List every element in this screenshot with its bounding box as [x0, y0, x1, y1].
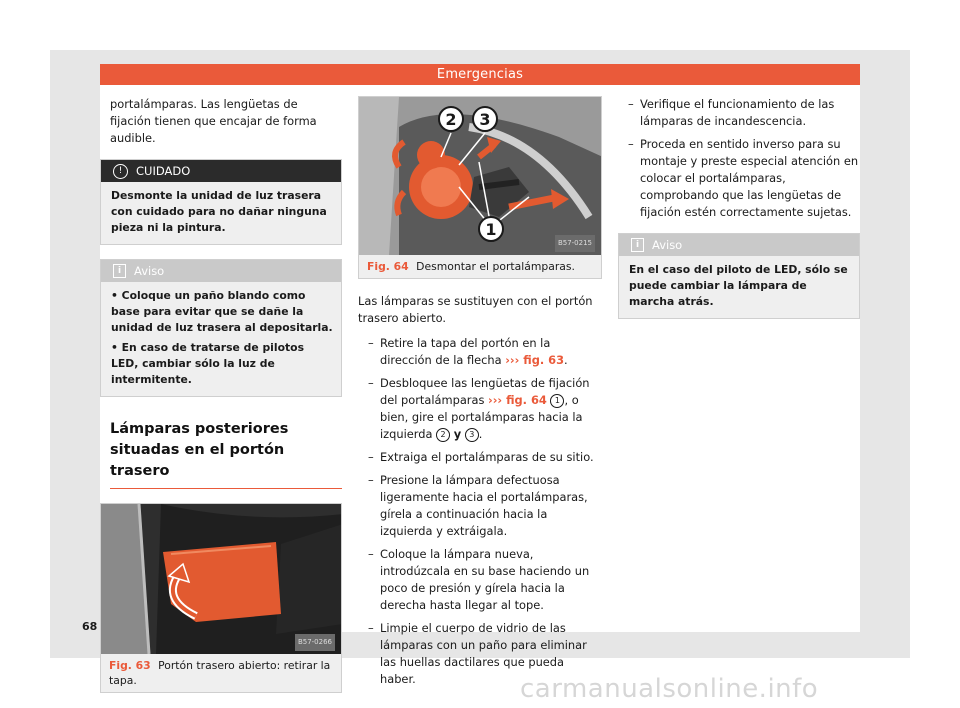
figure-label: Fig. 63 [109, 659, 151, 672]
callout-3: 3 [479, 110, 491, 129]
figure-64 [358, 96, 602, 279]
figure-reference[interactable]: ››› fig. 63 [505, 353, 565, 367]
step-item: – Presione la lámpara defectuosa ligeramente hacia el portalámparas, gírela a continuación hacia la izquierda y extráigala. [358, 472, 602, 540]
step-item: – Limpie el cuerpo de vidrio de las lámparas con un paño para eliminar las huellas dactilares que pueda haber. [358, 620, 602, 688]
step-item: – Proceda en sentido inverso para su montaje y preste especial atención en colocar el portalámparas, comprobando que las lengüetas de fijación estén correctamente sujetas. [618, 136, 860, 221]
aviso-item: • Coloque un paño blando como base para evitar que se dañe la unidad de luz trasera al depositarla. [111, 289, 333, 334]
tailgate-illustration [101, 504, 341, 654]
intro-text: portalámparas. Las lengüetas de fijación tienen que encajar de forma audible. [110, 97, 317, 145]
caution-title: CUIDADO [136, 164, 191, 178]
step-item: – Extraiga el portalámparas de su sitio. [358, 449, 602, 466]
aviso-title: Aviso [134, 264, 165, 278]
column-right [618, 96, 860, 319]
aviso-header [101, 260, 341, 282]
aviso-header [619, 234, 859, 256]
aviso-box-right [618, 233, 860, 319]
aviso-text: En el caso del piloto de LED, sólo se puede cambiar la lámpara de marcha atrás. [629, 263, 848, 308]
aviso-body [619, 256, 859, 318]
info-icon: i [631, 238, 644, 252]
step-item: – Coloque la lámpara nueva, introdúzcala en su base haciendo un poco de presión y gírela hacia la derecha hasta llegar al tope. [358, 546, 602, 614]
figure-64-image [359, 97, 601, 255]
callout-2: 2 [445, 110, 457, 129]
procedure-steps [358, 335, 602, 688]
figure-label: Fig. 64 [367, 260, 409, 273]
caution-header [101, 160, 341, 182]
lamp-holder-illustration [359, 97, 601, 255]
step-item: – Desbloquee las lengüetas de fijación del portalámparas ››› fig. 64 1 , o bien, gire el portalámparas hacia la izquierda 2 y 3 . [358, 375, 602, 443]
callout-1: 1 [485, 220, 497, 239]
aviso-title: Aviso [652, 238, 683, 252]
step-item: – Retire la tapa del portón en la dirección de la flecha ››› fig. 63. [358, 335, 602, 369]
caption-text: Portón trasero abierto: retirar la tapa. [109, 659, 331, 687]
caution-body [101, 182, 341, 244]
figure-63 [100, 503, 342, 693]
aviso-item: • En caso de tratarse de pilotos LED, cambiar sólo la luz de intermitente. [111, 341, 304, 386]
aviso-box [100, 259, 342, 397]
caption-text: Desmontar el portalámparas. [416, 260, 575, 273]
callout-number: 2 [436, 428, 450, 442]
aviso-body [101, 282, 341, 396]
figure-reference[interactable]: ››› fig. 64 [488, 393, 547, 407]
page-number: 68 [82, 620, 98, 633]
watermark: carmanualsonline.info [520, 674, 819, 704]
caution-text: Desmonte la unidad de luz trasera con cuidado para no dañar ninguna pieza ni la pintura. [111, 189, 327, 234]
info-icon: i [113, 264, 126, 278]
figure-code: B57-0266 [295, 634, 335, 651]
procedure-intro: Las lámparas se sustituyen con el portón trasero abierto. [358, 294, 593, 325]
warning-icon: ! [113, 164, 128, 179]
figure-63-image [101, 504, 341, 654]
figure-code: B57-0215 [555, 235, 595, 252]
step-item: – Verifique el funcionamiento de las lámparas de incandescencia. [618, 96, 860, 130]
callout-number: 1 [550, 394, 564, 408]
figure-63-caption [101, 654, 341, 692]
chapter-header: Emergencias [100, 64, 860, 85]
section-title: Lámparas posteriores situadas en el portón trasero [110, 419, 342, 489]
procedure-steps-continued [618, 96, 860, 221]
caution-box [100, 159, 342, 245]
figure-64-caption [359, 255, 601, 278]
callout-number: 3 [465, 428, 479, 442]
column-middle [358, 96, 602, 694]
column-left [100, 96, 342, 693]
